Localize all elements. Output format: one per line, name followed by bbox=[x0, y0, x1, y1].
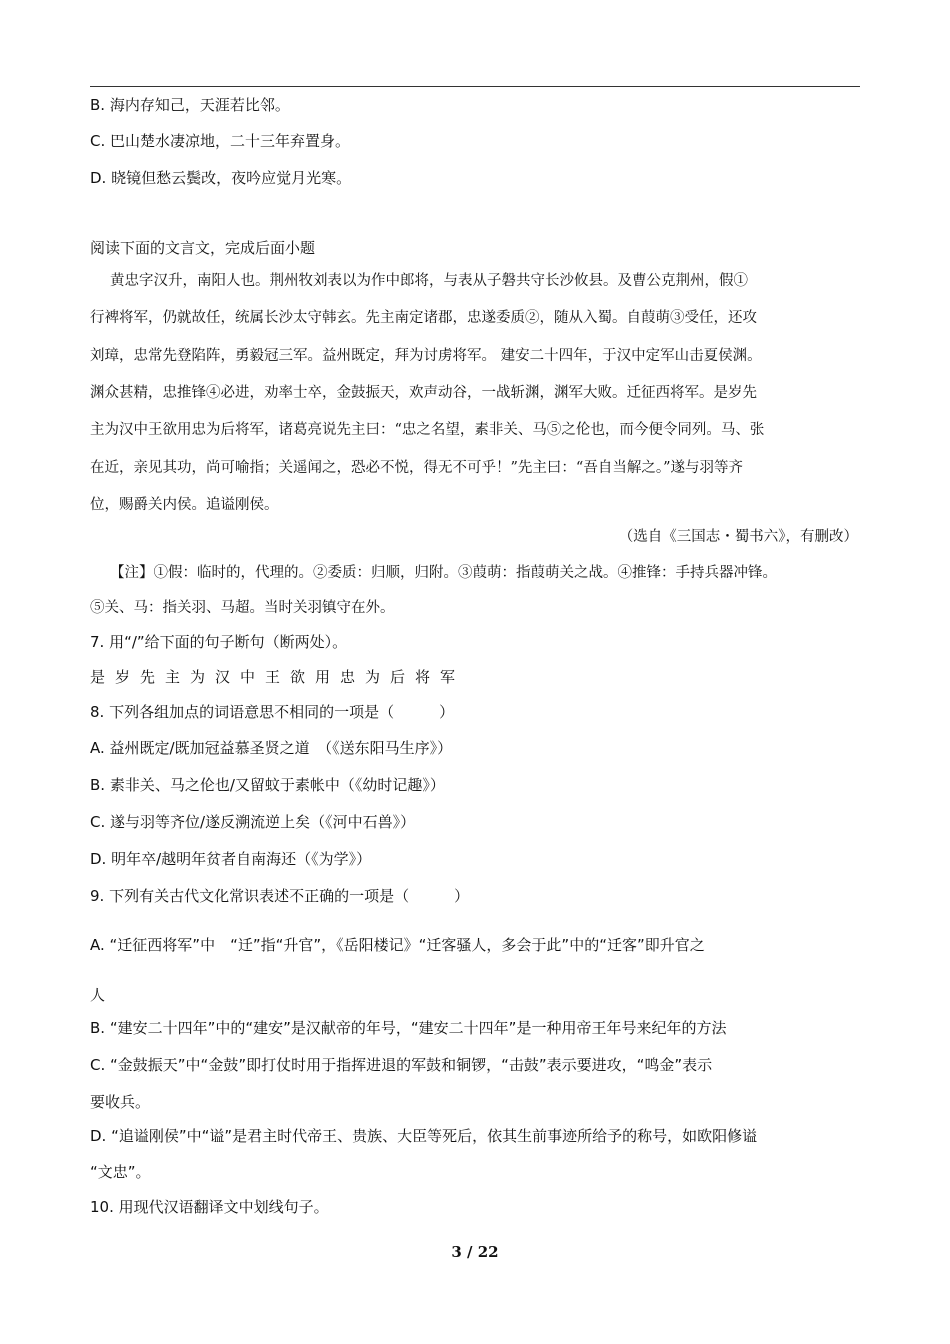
question-9-option-a: 人 bbox=[90, 986, 106, 1004]
question-8-option-b: B. 素非关、马之伦也/又留蚊于素帐中（《幼时记趣》） bbox=[90, 776, 445, 794]
question-7: 7. 用“/”给下面的句子断句（断两处）。 bbox=[90, 633, 348, 651]
question-10: 10. 用现代汉语翻译文中划线句子。 bbox=[90, 1198, 329, 1216]
question-9-option-d: “文忠”。 bbox=[90, 1163, 151, 1181]
question-7-sentence: 是岁先主为汉中王欲用忠为后将军 bbox=[90, 668, 466, 686]
poem-option-c: C. 巴山楚水凄凉地，二十三年弃置身。 bbox=[90, 132, 351, 150]
question-8-option-a: A. 益州既定/既加冠益慕圣贤之道 （《送东阳马生序》） bbox=[90, 739, 453, 757]
passage-source: （选自《三国志・蜀书六》，有删改） bbox=[618, 529, 858, 545]
poem-option-b: B. 海内存知己，天涯若比邻。 bbox=[90, 96, 290, 114]
question-8-option-d: D. 明年卒/越明年贫者自南海还（《为学》） bbox=[90, 850, 372, 868]
passage-notes: ⑤关、马：指关羽、马超。当时关羽镇守在外。 bbox=[90, 600, 395, 616]
passage-line: 位，赐爵关内侯。追谥刚侯。 bbox=[90, 497, 279, 513]
header-rule bbox=[90, 86, 860, 87]
question-9-option-a: A. “迁征西将军”中 “迁”指“升官”，《岳阳楼记》“迁客骚人，多会于此”中的“迁客”即升官之 bbox=[90, 936, 705, 954]
question-9-option-b: B. “建安二十四年”中的“建安”是汉献帝的年号，“建安二十四年”是一种用帝王年号来纪年的方法 bbox=[90, 1019, 727, 1037]
question-9-option-d: D. “追谥刚侯”中“谥”是君主时代帝王、贵族、大臣等死后，依其生前事迹所给予的称号，如欧阳修谥 bbox=[90, 1127, 758, 1145]
passage-line: 行裨将军，仍就故任，统属长沙太守韩玄。先主南定诸郡，忠遂委质②，随从入蜀。自葭萌③受任，还攻 bbox=[90, 310, 757, 326]
question-9-option-c: 要收兵。 bbox=[90, 1093, 151, 1111]
passage-line: 渊众甚精，忠推锋④必进，劝率士卒，金鼓振天，欢声动谷，一战斩渊，渊军大败。迁征西将军。是岁先 bbox=[90, 385, 757, 401]
question-8: 8. 下列各组加点的词语意思不相同的一项是（ ） bbox=[90, 703, 455, 721]
passage-notes: 【注】①假：临时的，代理的。②委质：归顺，归附。③葭萌：指葭萌关之战。④推锋：手持兵器冲锋。 bbox=[110, 565, 777, 581]
poem-option-d: D. 晓镜但愁云鬓改，夜吟应觉月光寒。 bbox=[90, 169, 352, 187]
page-number: 3 / 22 bbox=[451, 1243, 499, 1261]
passage-line: 黄忠字汉升，南阳人也。荆州牧刘表以为作中郎将，与表从子磐共守长沙攸县。及曹公克荆州，假① bbox=[110, 273, 748, 289]
question-9: 9. 下列有关古代文化常识表述不正确的一项是（ ） bbox=[90, 887, 470, 905]
passage-line: 刘璋，忠常先登陷阵，勇毅冠三军。益州既定，拜为讨虏将军。 建安二十四年，于汉中定军山击夏侯渊。 bbox=[90, 348, 762, 364]
reading-instruction: 阅读下面的文言文，完成后面小题 bbox=[90, 239, 316, 257]
passage-line: 在近，亲见其功，尚可喻指；关遥闻之，恐必不悦，得无不可乎！”先主曰：“吾自当解之。”遂与羽等齐 bbox=[90, 460, 743, 476]
question-9-option-c: C. “金鼓振天”中“金鼓”即打仗时用于指挥进退的军鼓和铜锣，“击鼓”表示要进攻，“鸣金”表示 bbox=[90, 1056, 713, 1074]
question-8-option-c: C. 遂与羽等齐位/遂反溯流逆上矣（《河中石兽》） bbox=[90, 813, 416, 831]
passage-line: 主为汉中王欲用忠为后将军，诸葛亮说先主曰：“忠之名望，素非关、马⑤之伦也，而今便令同列。马、张 bbox=[90, 422, 765, 438]
